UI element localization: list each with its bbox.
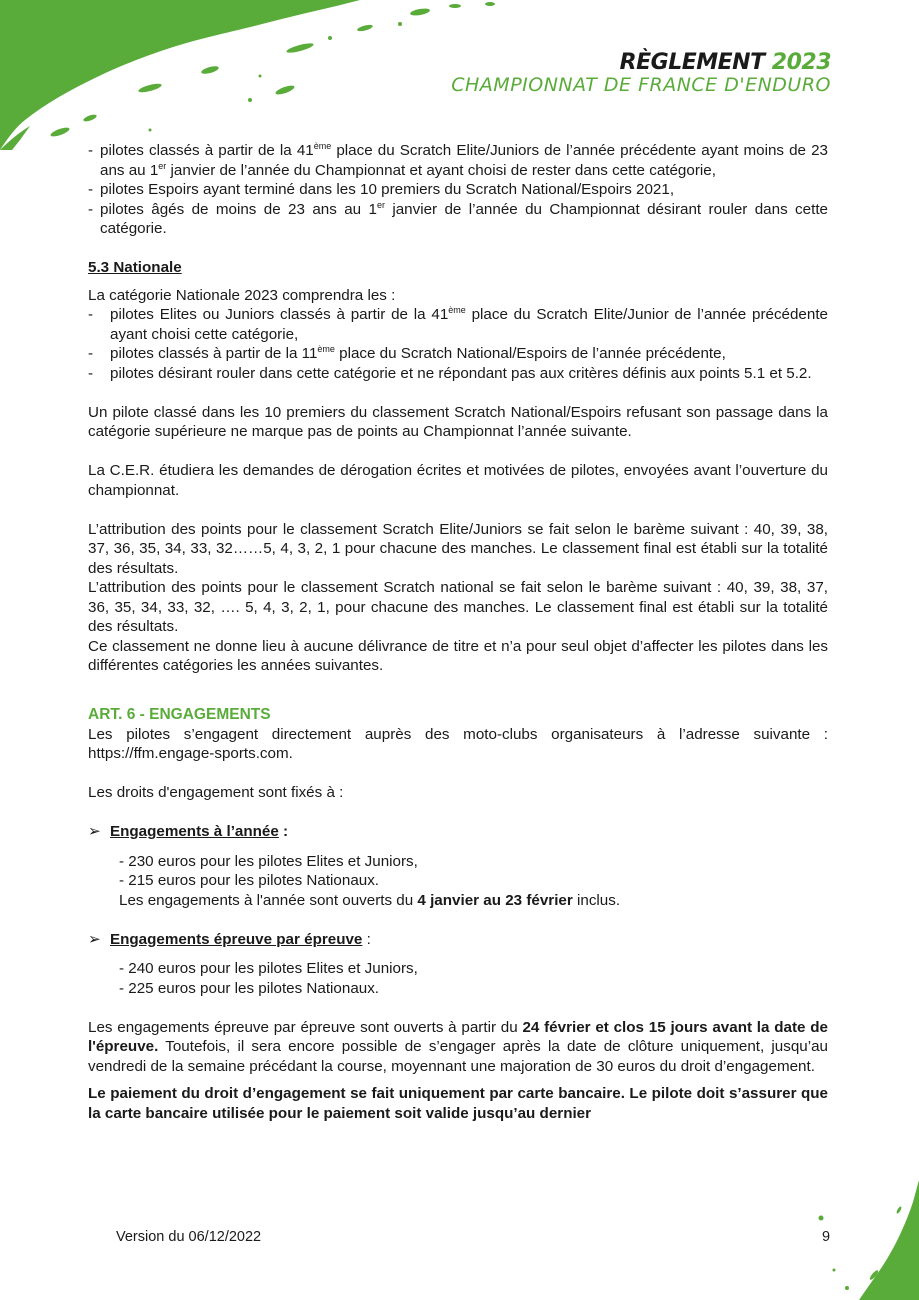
engagements-epreuve-list <box>88 959 828 998</box>
paragraph: Le paiement du droit d’engagement se fait uniquement par carte bancaire. Le pilote doit s’assurer que la carte bancaire utilisée pour le paiement soit valide jusqu’au dernier <box>88 1085 828 1122</box>
header-subtitle: CHAMPIONNAT DE FRANCE D'ENDURO <box>451 74 831 96</box>
list-item: - 215 euros pour les pilotes Nationaux. <box>119 872 380 889</box>
document-header <box>451 52 831 95</box>
arrow-bullet-icon: ➢ <box>88 930 101 948</box>
header-title-word: RÈGLEMENT <box>619 50 765 75</box>
paragraph: Ce classement ne donne lieu à aucune délivrance de titre et n’a pour seul objet d’affecter les pilotes dans les différentes catégories les années suivantes. <box>88 637 828 674</box>
article-heading-6: ART. 6 - ENGAGEMENTS <box>88 706 271 723</box>
green-splash-bottom-decoration <box>799 1180 919 1300</box>
engagements-epreuve-heading: ➢ Engagements épreuve par épreuve : <box>88 930 371 948</box>
section-heading-5-3: 5.3 Nationale <box>88 259 182 276</box>
list-item: - pilotes Espoirs ayant terminé dans les 10 premiers du Scratch National/Espoirs 2021, <box>88 180 828 200</box>
page-number: 9 <box>822 1229 831 1245</box>
list-item: - pilotes Elites ou Juniors classés à partir de la 41ème place du Scratch Elite/Junior de l’année précédente ayant choisi cette catégorie, <box>88 305 828 344</box>
header-title-year: 2023 <box>771 50 831 75</box>
paragraph: Les pilotes s’engagent directement auprès des moto-clubs organisateurs à l’adresse suivante : https://ffm.engage-sports.com. <box>88 725 828 762</box>
footer-version: Version du 06/12/2022 <box>116 1229 262 1245</box>
paragraph: L’attribution des points pour le classement Scratch Elite/Juniors se fait selon le barème suivant : 40, 39, 38, 37, 36, 35, 34, 33, 32……5, 4, 3, 2, 1 pour chacune des manches. Le classement final est établi sur la totalité des résultats. <box>88 520 828 577</box>
list-item: - pilotes classés à partir de la 11ème place du Scratch National/Espoirs de l’année précédente, <box>88 344 828 364</box>
list-item: - pilotes désirant rouler dans cette catégorie et ne répondant pas aux critères définis aux points 5.1 et 5.2. <box>88 364 828 384</box>
page-body <box>88 141 828 1123</box>
engagements-annee-list <box>88 852 828 911</box>
engagements-annee-heading: ➢ Engagements à l’année : <box>88 823 289 840</box>
paragraph: Un pilote classé dans les 10 premiers du classement Scratch National/Espoirs refusant son passage dans la catégorie supérieure ne marque pas de points au Championnat l’année suivante. <box>88 403 828 440</box>
list-item: - pilotes classés à partir de la 41ème place du Scratch Elite/Juniors de l’année précédente ayant moins de 23 ans au 1er janvier de l’année du Championnat et ayant choisi de rester dans cette catégorie, <box>88 141 828 180</box>
paragraph: Les engagements épreuve par épreuve sont ouverts à partir du 24 février et clos 15 jours avant la date de l'épreuve. Toutefois, il sera encore possible de s’engager après la date de clôture uniquement, jusqu’au vendredi de la semaine précédant la course, moyennant une majoration de 30 euros du droit d’engagement. <box>88 1018 828 1075</box>
section-intro: La catégorie Nationale 2023 comprendra les : <box>88 286 396 304</box>
list-item: - pilotes âgés de moins de 23 ans au 1er janvier de l’année du Championnat désirant rouler dans cette catégorie. <box>88 200 828 239</box>
paragraph: La C.E.R. étudiera les demandes de dérogation écrites et motivées de pilotes, envoyées avant l’ouverture du championnat. <box>88 462 828 499</box>
nationale-criteria-list <box>88 305 828 383</box>
paragraph: L’attribution des points pour le classement Scratch national se fait selon le barème suivant : 40, 39, 38, 37, 36, 35, 34, 33, 32, …. 5, 4, 3, 2, 1, pour chacune des manches. Le classement final est établi sur la totalité des résultats. <box>88 579 828 635</box>
arrow-bullet-icon: ➢ <box>88 823 101 840</box>
list-item: - 225 euros pour les pilotes Nationaux. <box>119 979 380 997</box>
list-item: Les engagements à l'année sont ouverts du 4 janvier au 23 février inclus. <box>119 891 621 909</box>
list-item: - 230 euros pour les pilotes Elites et Juniors, <box>119 852 418 870</box>
list-item: - 240 euros pour les pilotes Elites et Juniors, <box>119 960 418 977</box>
paragraph: Les droits d'engagement sont fixés à : <box>88 784 344 801</box>
intro-list <box>88 141 828 239</box>
header-title <box>451 52 831 74</box>
